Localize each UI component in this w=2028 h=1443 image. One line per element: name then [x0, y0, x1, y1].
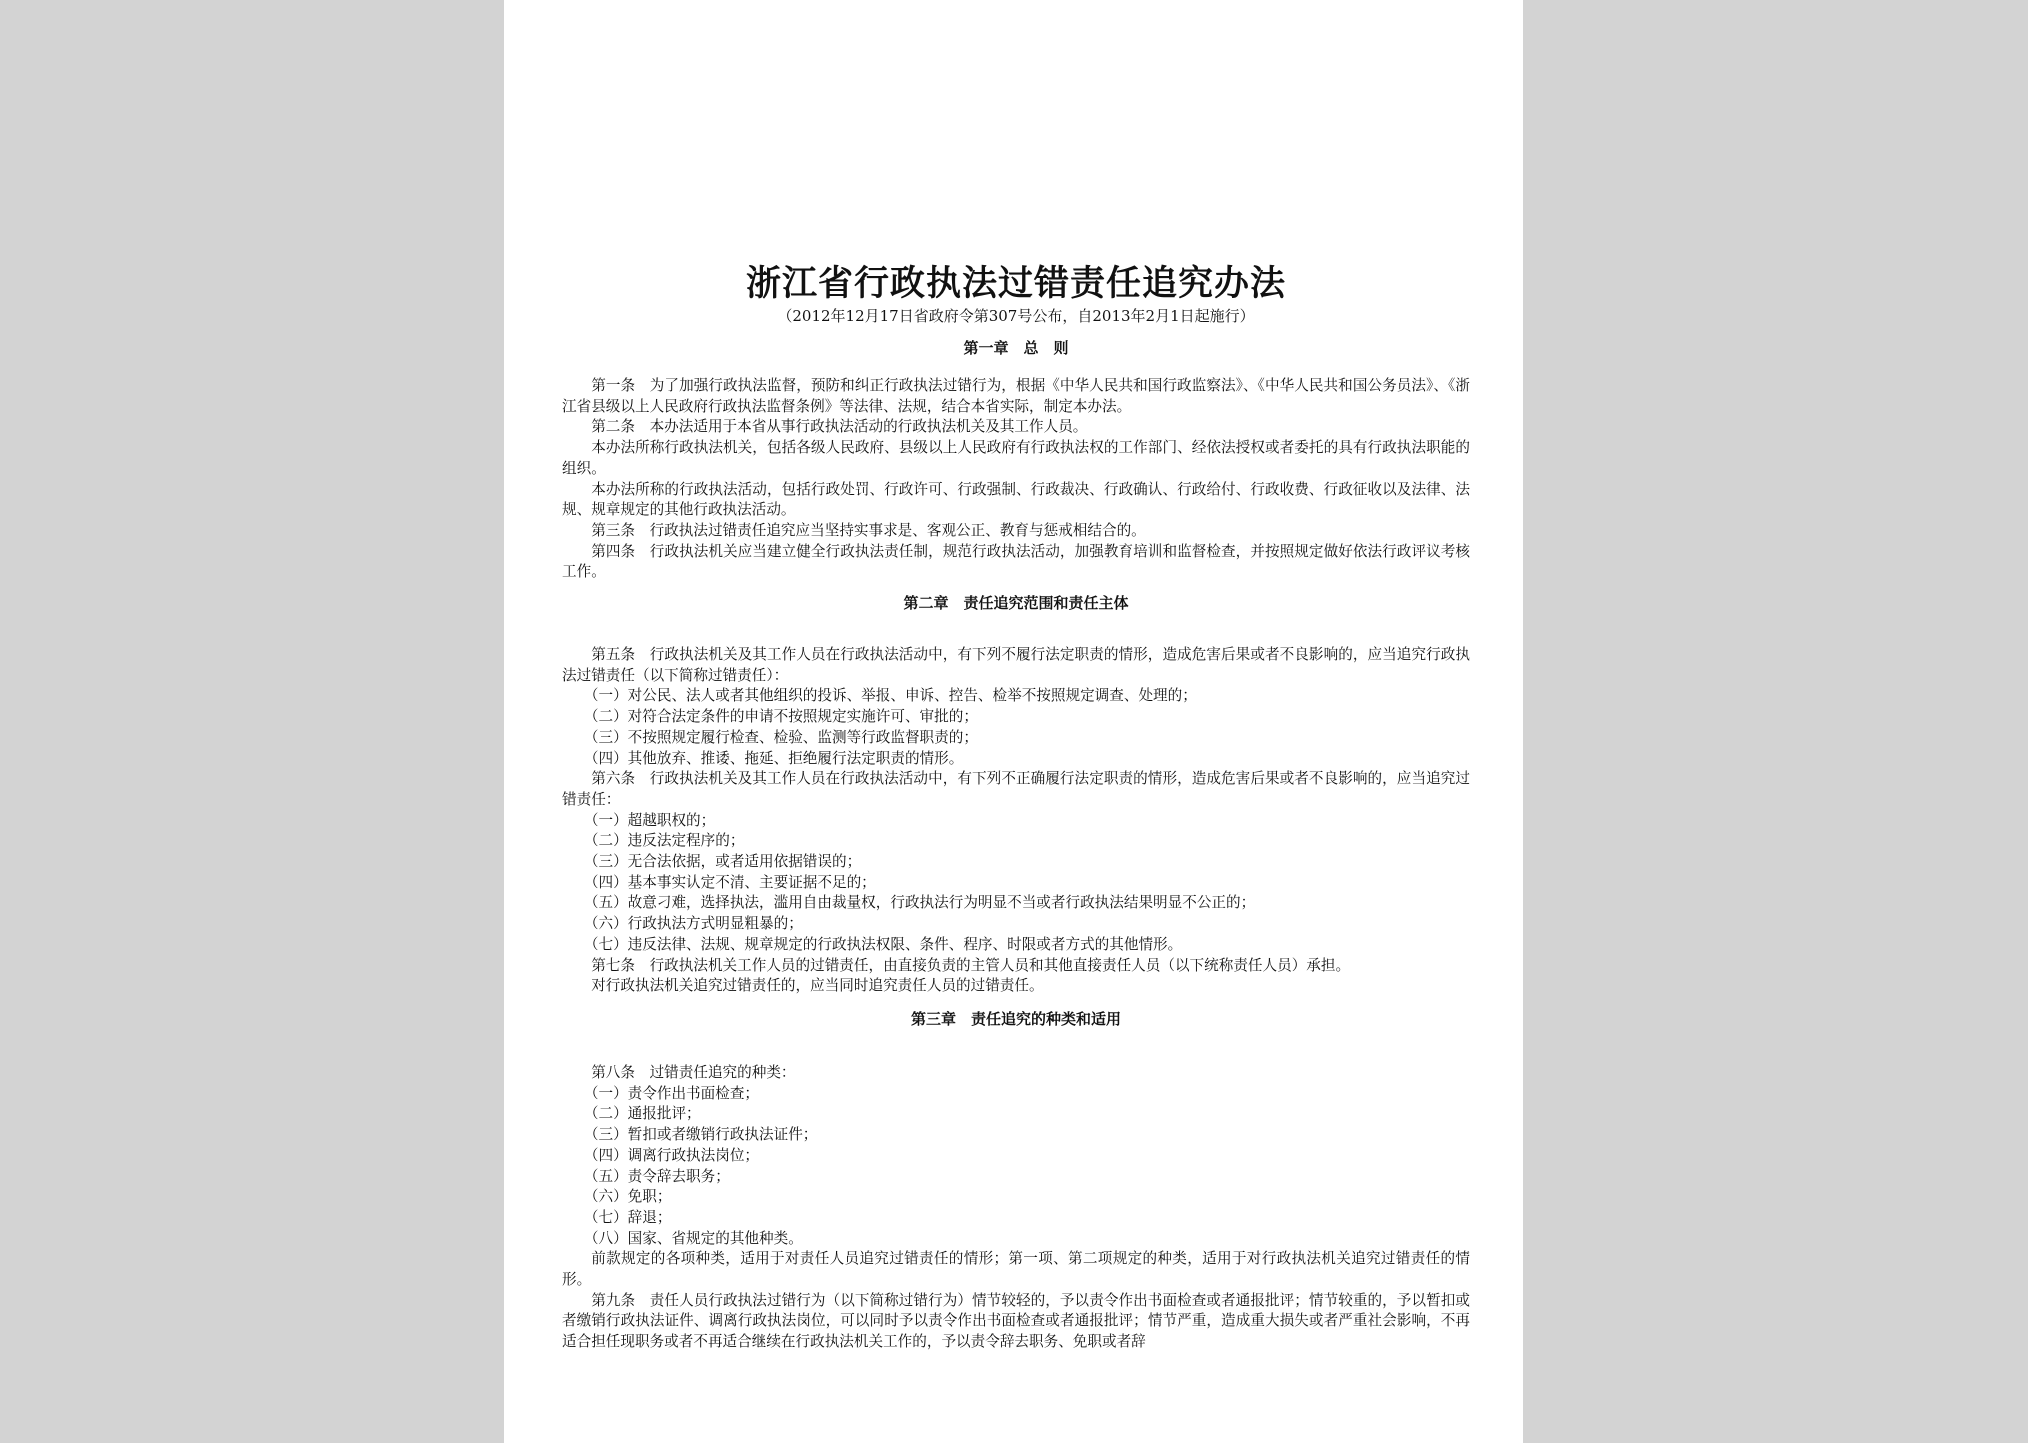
article-2-paragraph-2: 本办法所称行政执法机关，包括各级人民政府、县级以上人民政府有行政执法权的工作部门、经依法授权或者委托的具有行政执法职能的组织。	[562, 439, 1470, 477]
article-9: 第九条 责任人员行政执法过错行为（以下简称过错行为）情节较轻的，予以责令作出书面检查或者通报批评；情节较重的，予以暂扣或者缴销行政执法证件、调离行政执法岗位，可以同时予以责令作出书面检查或者通报批评；情节严重，造成重大损失或者严重社会影响，不再适合担任现职务或者不再适合继续在行政执法机关工作的，予以责令辞去职务、免职或者辞	[562, 1291, 1470, 1351]
chapter-1-heading: 第一章 总 则	[963, 339, 1069, 357]
article-2-paragraph-3: 本办法所称的行政执法活动，包括行政处罚、行政许可、行政强制、行政裁决、行政确认、行政给付、行政收费、行政征收以及法律、法规、规章规定的其他行政执法活动。	[562, 480, 1470, 519]
article-2: 第二条 本办法适用于本省从事行政执法活动的行政执法机关及其工作人员。	[591, 418, 1088, 436]
article-8: 第八条 过错责任追究的种类：	[591, 1063, 796, 1081]
article-6: 第六条 行政执法机关及其工作人员在行政执法活动中，有下列不正确履行法定职责的情形，造成危害后果或者不良影响的，应当追究过错责任：	[562, 770, 1470, 808]
article-8-item: （七）辞退；	[583, 1208, 672, 1226]
chapter-3-heading: 第三章 责任追究的种类和适用	[910, 1009, 1121, 1028]
article-4: 第四条 行政执法机关应当建立健全行政执法责任制，规范行政执法活动，加强教育培训和监督检查，并按照规定做好依法行政评议考核工作。	[562, 542, 1470, 581]
article-5-item: （三）不按照规定履行检查、检验、监测等行政监督职责的；	[583, 728, 978, 746]
article-8-item: （四）调离行政执法岗位；	[583, 1146, 760, 1164]
article-6-item: （七）违反法律、法规、规章规定的行政执法权限、条件、程序、时限或者方式的其他情形。	[583, 935, 1183, 953]
article-6-item: （三）无合法依据，或者适用依据错误的；	[583, 853, 862, 871]
article-7-paragraph-2: 对行政执法机关追究过错责任的，应当同时追究责任人员的过错责任。	[591, 977, 1044, 995]
article-7: 第七条 行政执法机关工作人员的过错责任，由直接负责的主管人员和其他直接责任人员（以下统称责任人员）承担。	[591, 956, 1351, 974]
article-8-paragraph-2: 前款规定的各项种类，适用于对责任人员追究过错责任的情形；第一项、第二项规定的种类，适用于对行政执法机关追究过错责任的情形。	[562, 1250, 1470, 1289]
article-6-item: （五）故意刁难，选择执法，滥用自由裁量权，行政执法行为明显不当或者行政执法结果明显不公正的；	[583, 894, 1256, 912]
article-6-item: （二）违反法定程序的；	[583, 832, 745, 850]
document-body	[562, 262, 1470, 1353]
article-6-item: （六）行政执法方式明显粗暴的；	[583, 915, 803, 933]
article-6-item: （四）基本事实认定不清、主要证据不足的；	[583, 873, 876, 891]
document-title: 浙江省行政执法过错责任追究办法	[745, 263, 1286, 304]
document-page	[504, 0, 1523, 1443]
article-8-item: （二）通报批评；	[583, 1105, 701, 1123]
article-5-item: （一）对公民、法人或者其他组织的投诉、举报、申诉、控告、检举不按照规定调查、处理的；	[583, 687, 1197, 705]
article-5: 第五条 行政执法机关及其工作人员在行政执法活动中，有下列不履行法定职责的情形，造成危害后果或者不良影响的，应当追究行政执法过错责任（以下简称过错责任）：	[562, 646, 1470, 684]
article-3: 第三条 行政执法过错责任追究应当坚持实事求是、客观公正、教育与惩戒相结合的。	[591, 521, 1146, 539]
article-8-item: （六）免职；	[583, 1188, 672, 1206]
chapter-2-heading: 第二章 责任追究范围和责任主体	[903, 594, 1129, 613]
article-5-item: （二）对符合法定条件的申请不按照规定实施许可、审批的；	[583, 708, 978, 726]
article-1: 第一条 为了加强行政执法监督，预防和纠正行政执法过错行为，根据《中华人民共和国行政监察法》、《中华人民共和国公务员法》、《浙江省县级以上人民政府行政执法监督条例》等法律、法规，结合本省实际，制定本办法。	[562, 377, 1470, 415]
article-5-item: （四）其他放弃、推诿、拖延、拒绝履行法定职责的情形。	[583, 749, 964, 767]
document-subtitle: （2012年12月17日省政府令第307号公布，自2013年2月1日起施行）	[777, 307, 1255, 325]
article-8-item: （一）责令作出书面检查；	[583, 1084, 760, 1102]
article-8-item: （三）暂扣或者缴销行政执法证件；	[583, 1126, 818, 1144]
article-6-item: （一）超越职权的；	[583, 811, 716, 829]
article-8-item: （八）国家、省规定的其他种类。	[583, 1229, 803, 1247]
article-8-item: （五）责令辞去职务；	[583, 1167, 730, 1185]
